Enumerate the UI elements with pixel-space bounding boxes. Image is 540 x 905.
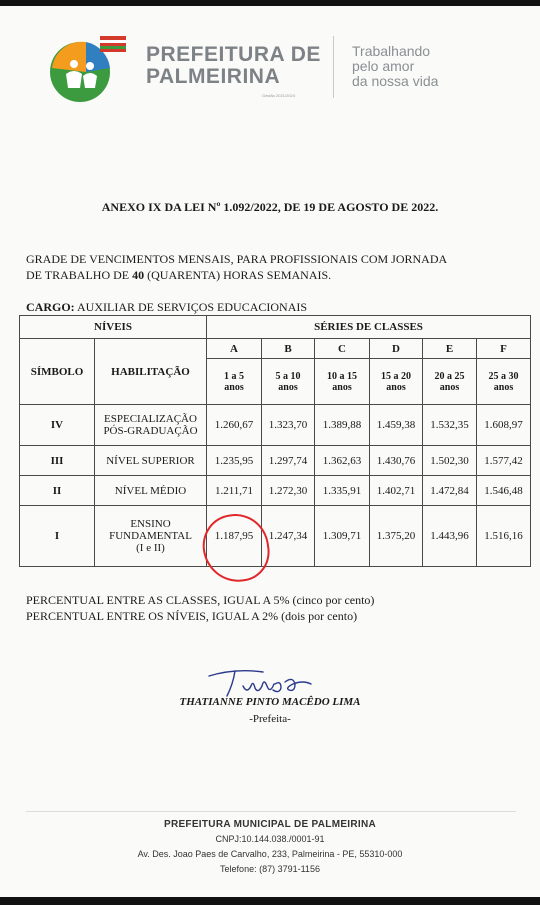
class-range bbox=[477, 359, 531, 405]
percentual-line1: PERCENTUAL ENTRE AS CLASSES, IGUAL A 5% (cinco por cento) bbox=[26, 593, 375, 607]
salary-cell: 1.187,95 bbox=[207, 506, 262, 567]
slogan-line1: Trabalhando bbox=[352, 43, 431, 59]
percentual-line2: PERCENTUAL ENTRE OS NÍVEIS, IGUAL A 2% (dois por cento) bbox=[26, 609, 358, 623]
bottom-edge bbox=[0, 897, 540, 905]
salary-cell: 1.323,70 bbox=[262, 405, 315, 446]
range-value: 25 a 30 bbox=[488, 370, 519, 382]
row-habilitacao: NÍVEL MÉDIO bbox=[95, 476, 207, 506]
class-range bbox=[423, 359, 477, 405]
salary-cell: 1.532,35 bbox=[423, 405, 477, 446]
row-simbolo: II bbox=[20, 476, 95, 506]
org-small-text: Gestão 2021/2024 bbox=[262, 93, 295, 98]
salary-cell: 1.335,91 bbox=[315, 476, 370, 506]
range-unit: anos bbox=[278, 381, 298, 393]
row-simbolo: I bbox=[20, 506, 95, 567]
salary-cell: 1.309,71 bbox=[315, 506, 370, 567]
class-letter: D bbox=[370, 339, 423, 359]
range-unit: anos bbox=[386, 381, 406, 393]
hab-line: (I e II) bbox=[136, 542, 165, 554]
class-range bbox=[207, 359, 262, 405]
intro-line1: GRADE DE VENCIMENTOS MENSAIS, PARA PROFISSIONAIS COM JORNADA bbox=[26, 252, 448, 266]
row-habilitacao bbox=[95, 405, 207, 446]
table-row bbox=[20, 506, 531, 567]
footer-org-name: PREFEITURA MUNICIPAL DE PALMEIRINA bbox=[163, 819, 377, 830]
salary-cell: 1.502,30 bbox=[423, 446, 477, 476]
table-row bbox=[20, 476, 531, 506]
intro-hours: 40 bbox=[132, 268, 145, 282]
percentual-notes bbox=[26, 592, 374, 624]
footer-divider bbox=[26, 811, 516, 812]
row-simbolo: III bbox=[20, 446, 95, 476]
footer-cnpj: CNPJ:10.144.038./0001-91 bbox=[215, 834, 325, 844]
range-value: 5 a 10 bbox=[275, 370, 301, 382]
salary-cell: 1.608,97 bbox=[477, 405, 531, 446]
row-habilitacao bbox=[95, 506, 207, 567]
slogan-line3: da nossa vida bbox=[352, 73, 439, 89]
range-unit: anos bbox=[332, 381, 352, 393]
range-unit: anos bbox=[493, 381, 514, 393]
org-line2: PALMEIRINA bbox=[146, 65, 281, 88]
salary-cell: 1.546,48 bbox=[477, 476, 531, 506]
range-unit: anos bbox=[439, 381, 460, 393]
salary-cell: 1.272,30 bbox=[262, 476, 315, 506]
salary-cell: 1.402,71 bbox=[370, 476, 423, 506]
range-value: 1 a 5 bbox=[224, 370, 244, 382]
class-letter: B bbox=[262, 339, 315, 359]
simbolo-header: SÍMBOLO bbox=[20, 339, 95, 405]
series-header: SÉRIES DE CLASSES bbox=[207, 316, 531, 339]
salary-cell: 1.247,34 bbox=[262, 506, 315, 567]
table-row bbox=[20, 446, 531, 476]
range-value: 20 a 25 bbox=[434, 370, 465, 382]
header-divider bbox=[333, 36, 334, 98]
intro-line2-c: (QUARENTA) HORAS SEMANAIS. bbox=[144, 268, 332, 282]
class-range bbox=[370, 359, 423, 405]
class-letter: C bbox=[315, 339, 370, 359]
salary-cell: 1.375,20 bbox=[370, 506, 423, 567]
salary-cell: 1.389,88 bbox=[315, 405, 370, 446]
hab-line: ENSINO bbox=[130, 518, 171, 530]
salary-cell: 1.297,74 bbox=[262, 446, 315, 476]
footer-address: Av. Des. Joao Paes de Carvalho, 233, Palmeirina - PE, 55310-000 bbox=[137, 849, 403, 859]
cargo-value: AUXILIAR DE SERVIÇOS EDUCACIONAIS bbox=[74, 300, 308, 314]
footer-phone: Telefone: (87) 3791-1156 bbox=[220, 864, 320, 874]
intro-paragraph bbox=[26, 251, 447, 283]
salary-cell: 1.516,16 bbox=[477, 506, 531, 567]
class-letter: E bbox=[423, 339, 477, 359]
signer-role: -Prefeita- bbox=[249, 713, 291, 725]
salary-cell: 1.235,95 bbox=[207, 446, 262, 476]
class-range bbox=[315, 359, 370, 405]
hab-line: PÓS-GRADUAÇÃO bbox=[103, 425, 198, 437]
salary-cell: 1.260,67 bbox=[207, 405, 262, 446]
document-title: ANEXO IX DA LEI Nº 1.092/2022, DE 19 DE AGOSTO DE 2022. bbox=[101, 200, 439, 214]
salary-cell: 1.459,38 bbox=[370, 405, 423, 446]
cargo-label: CARGO: bbox=[26, 300, 75, 314]
row-simbolo: IV bbox=[20, 405, 95, 446]
slogan bbox=[352, 44, 438, 89]
salary-cell: 1.443,96 bbox=[423, 506, 477, 567]
document-page bbox=[0, 6, 540, 897]
intro-line2-a: DE TRABALHO DE bbox=[26, 268, 133, 282]
cargo-line bbox=[26, 300, 307, 315]
salary-cell: 1.211,71 bbox=[207, 476, 262, 506]
salary-cell: 1.577,42 bbox=[477, 446, 531, 476]
salary-cell: 1.362,63 bbox=[315, 446, 370, 476]
palmeirina-logo-icon bbox=[46, 28, 128, 102]
org-name bbox=[146, 44, 321, 88]
salary-table bbox=[19, 315, 531, 567]
class-letter: A bbox=[207, 339, 262, 359]
niveis-header: NÍVEIS bbox=[20, 316, 207, 339]
range-unit: anos bbox=[224, 381, 244, 393]
signer-name: THATIANNE PINTO MACÊDO LIMA bbox=[179, 696, 361, 708]
salary-cell: 1.472,84 bbox=[423, 476, 477, 506]
table-row bbox=[20, 405, 531, 446]
hab-line: ESPECIALIZAÇÃO bbox=[104, 413, 197, 425]
class-range bbox=[262, 359, 315, 405]
habilitacao-header: HABILITAÇÃO bbox=[95, 339, 207, 405]
salary-cell: 1.430,76 bbox=[370, 446, 423, 476]
range-value: 15 a 20 bbox=[381, 370, 411, 382]
class-letter: F bbox=[477, 339, 531, 359]
row-habilitacao: NÍVEL SUPERIOR bbox=[95, 446, 207, 476]
slogan-line2: pelo amor bbox=[352, 58, 415, 74]
org-line1: PREFEITURA DE bbox=[146, 43, 321, 66]
range-value: 10 a 15 bbox=[327, 370, 357, 382]
hab-line: FUNDAMENTAL bbox=[109, 530, 192, 542]
intro-line2 bbox=[26, 267, 447, 283]
